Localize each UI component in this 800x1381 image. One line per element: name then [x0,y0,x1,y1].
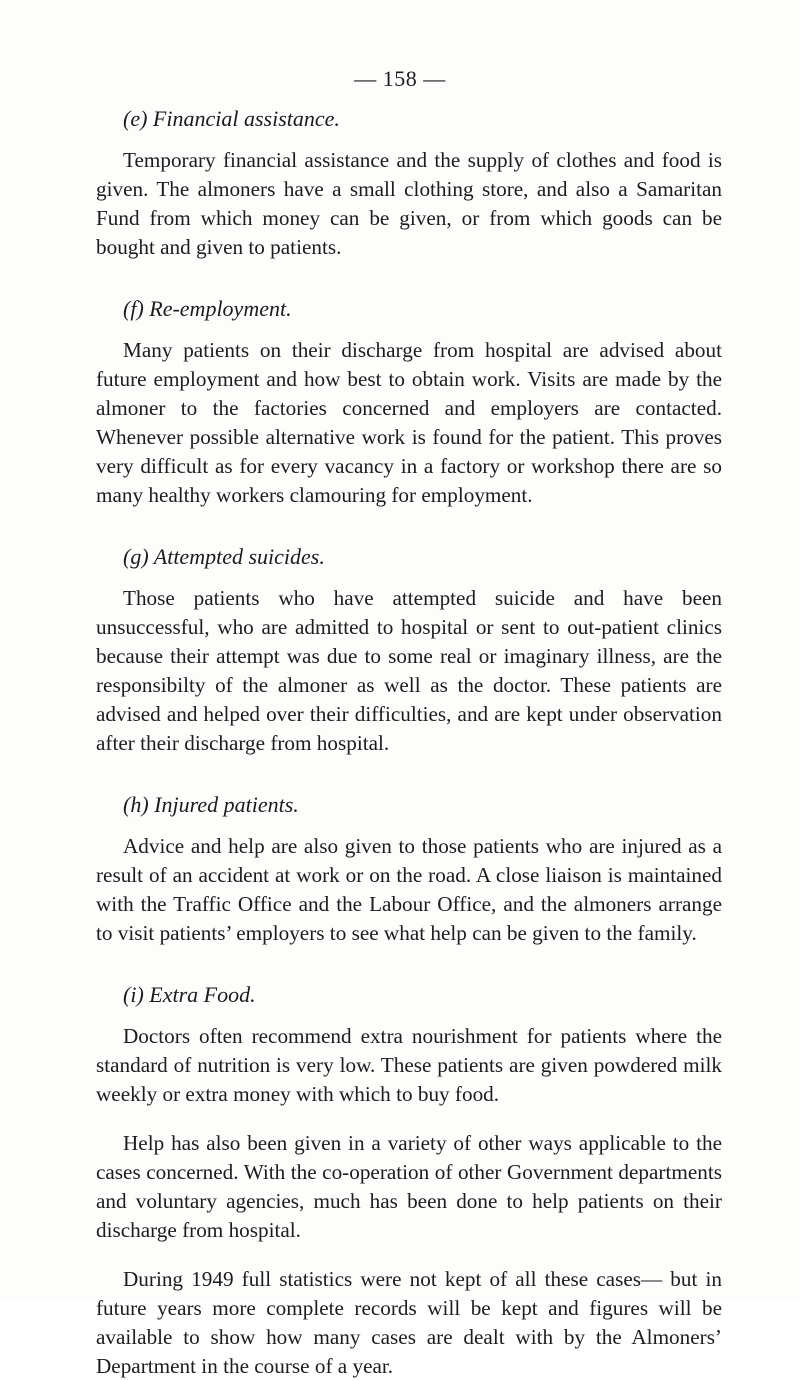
page-content [96,104,722,1381]
section-letter: (i) [123,982,144,1007]
paragraph: Many patients on their discharge from hospital are advised about future employment and how best to obtain work. Visits are made by the almoner to the factories concerned and employers are contacted. Whenever possible alternative work is found for the patient. This proves very difficult as for every vacancy in a factory or workshop there are so many healthy workers clamouring for employment. [96,338,722,507]
section-extra-food [96,980,722,1381]
section-letter: (g) [123,544,149,569]
page-number: — 158 — [354,66,446,91]
section-heading [123,104,722,134]
section-letter: (f) [123,296,144,321]
section-attempted-suicides [96,542,722,758]
paragraph: Advice and help are also given to those patients who are injured as a result of an accident at work or on the road. A close liaison is maintained with the Traffic Office and the Labour Office, and the almoners arrange to visit patients’ employers to see what help can be given to the family. [96,834,722,945]
section-heading [123,790,722,820]
paragraph: Help has also been given in a variety of other ways applicable to the cases concerned. With the co-operation of other Government departments and voluntary agencies, much has been done to help patients on their discharge from hospital. [96,1131,722,1242]
paragraph: During 1949 full statistics were not kept of all these cases— but in future years more complete records will be kept and figures will be available to show how many cases are dealt with by the Almoners’ Department in the course of a year. [96,1267,722,1378]
section-injured-patients [96,790,722,948]
section-title: Financial assistance. [152,106,340,131]
section-re-employment [96,294,722,510]
paragraph: Those patients who have attempted suicide and have been unsuccessful, who are admitted to hospital or sent to out-patient clinics because their attempt was due to some real or imaginary illness, are the responsibilty of the almoner as well as the doctor. These patients are advised and helped over their difficulties, and are kept under observation after their discharge from hospital. [96,586,722,755]
section-title: Injured patients. [154,792,299,817]
section-heading [123,294,722,324]
section-title: Re-employment. [149,296,292,321]
paragraph: Temporary financial assistance and the supply of clothes and food is given. The almoners have a small clothing store, and also a Samaritan Fund from which money can be given, or from which goods can be bought and given to patients. [96,148,722,259]
section-title: Extra Food. [149,982,256,1007]
section-letter: (e) [123,106,148,131]
section-title: Attempted suicides. [153,544,325,569]
section-letter: (h) [123,792,149,817]
section-financial-assistance [96,104,722,262]
section-heading [123,980,722,1010]
section-heading [123,542,722,572]
paragraph: Doctors often recommend extra nourishment for patients where the standard of nutrition is very low. These patients are given powdered milk weekly or extra money with which to buy food. [96,1024,722,1106]
